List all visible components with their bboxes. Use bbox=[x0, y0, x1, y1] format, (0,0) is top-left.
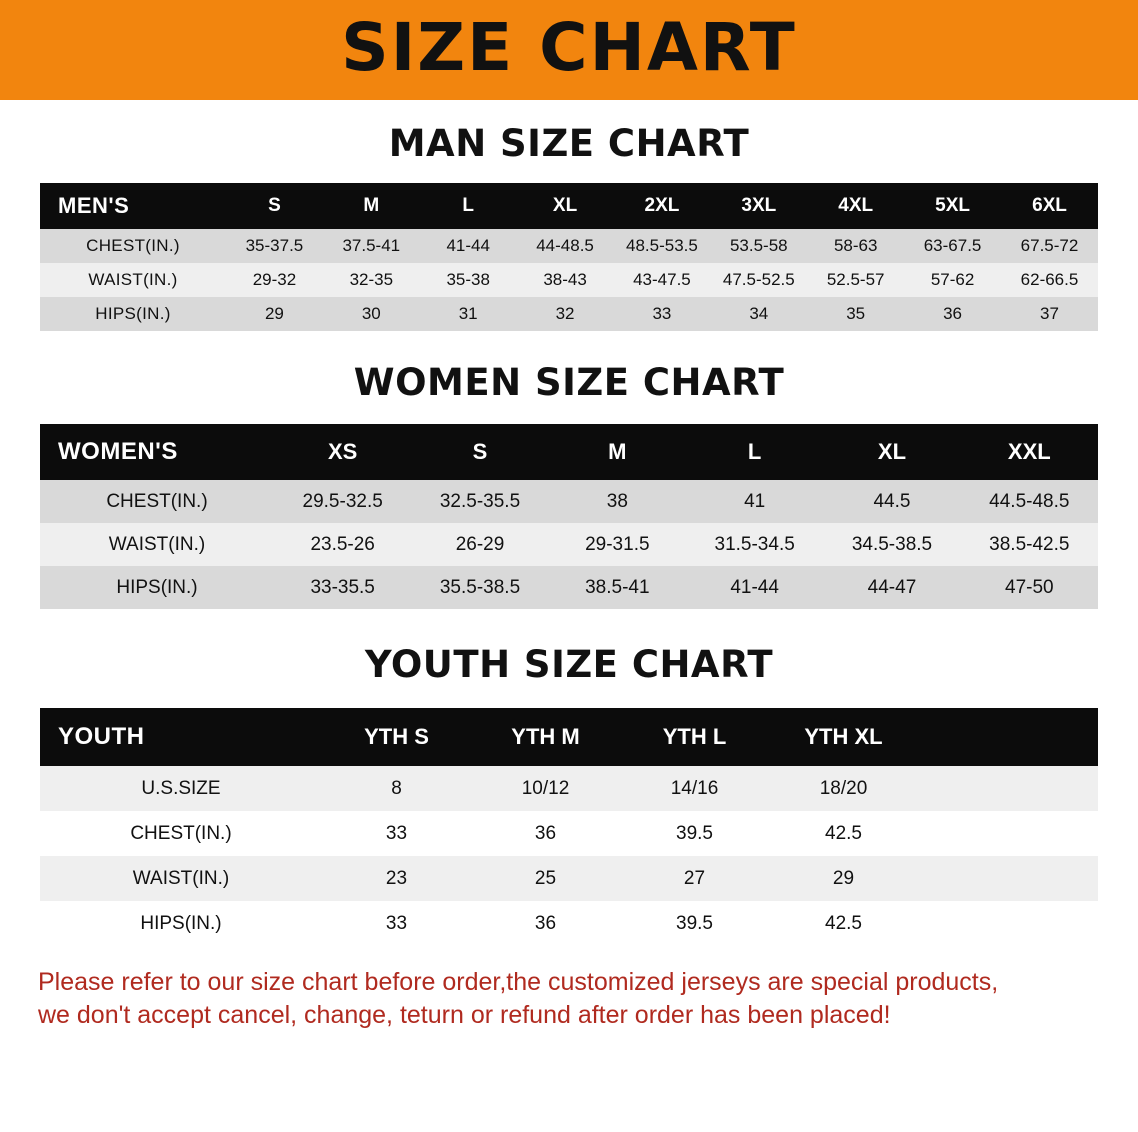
youth-size-header: YTH S bbox=[364, 724, 429, 749]
man-cell: 58-63 bbox=[833, 236, 878, 255]
women-size-header: XL bbox=[877, 439, 907, 464]
women-table-container bbox=[0, 424, 1138, 609]
youth-cell: 33 bbox=[385, 912, 408, 934]
man-size-header: S bbox=[268, 195, 281, 216]
policy-note bbox=[0, 966, 1138, 1032]
youth-size-table bbox=[40, 708, 1098, 946]
man-size-header: L bbox=[462, 195, 474, 216]
man-cell: 31 bbox=[458, 304, 478, 323]
man-cell: 43-47.5 bbox=[633, 270, 691, 289]
table-row bbox=[40, 297, 1098, 331]
table-row bbox=[40, 856, 1098, 901]
women-cell: 26-29 bbox=[455, 533, 505, 555]
man-row-label: HIPS(IN.) bbox=[95, 304, 171, 323]
man-cell: 35-37.5 bbox=[245, 236, 304, 255]
man-cell: 67.5-72 bbox=[1020, 236, 1079, 255]
youth-cell: 23 bbox=[385, 867, 408, 889]
man-cell: 38-43 bbox=[543, 270, 587, 289]
women-table-head bbox=[40, 424, 1098, 480]
women-row-label: CHEST(IN.) bbox=[106, 490, 208, 512]
youth-cell: 39.5 bbox=[676, 912, 713, 934]
man-cell: 32 bbox=[555, 304, 575, 323]
youth-row-label: U.S.SIZE bbox=[141, 777, 221, 799]
man-size-header: 2XL bbox=[644, 195, 680, 216]
man-size-header: 5XL bbox=[935, 195, 970, 216]
man-section-title: MAN SIZE CHART bbox=[388, 122, 750, 165]
table-row bbox=[40, 480, 1098, 523]
man-cell: 53.5-58 bbox=[729, 236, 788, 255]
women-cell: 23.5-26 bbox=[310, 533, 375, 555]
youth-cell: 33 bbox=[385, 822, 408, 844]
man-size-header: M bbox=[363, 195, 380, 216]
youth-header-spacer bbox=[918, 708, 1098, 766]
man-cell: 48.5-53.5 bbox=[626, 236, 698, 255]
banner-title: SIZE CHART bbox=[341, 9, 797, 86]
women-cell: 35.5-38.5 bbox=[439, 576, 521, 598]
women-cell: 29.5-32.5 bbox=[302, 490, 383, 512]
women-size-header: XXL bbox=[1007, 439, 1051, 464]
man-table-body bbox=[40, 229, 1098, 331]
man-cell: 34 bbox=[749, 304, 769, 323]
man-cell: 44-48.5 bbox=[536, 236, 594, 255]
man-cell: 41-44 bbox=[446, 236, 490, 255]
table-row bbox=[40, 901, 1098, 946]
youth-header-label: YOUTH bbox=[58, 723, 145, 750]
women-cell: 41 bbox=[744, 490, 766, 512]
man-cell: 37 bbox=[1040, 304, 1059, 323]
youth-row-label: WAIST(IN.) bbox=[132, 867, 230, 889]
table-row bbox=[40, 229, 1098, 263]
women-section-title: WOMEN SIZE CHART bbox=[353, 361, 785, 404]
man-table-container bbox=[0, 183, 1138, 331]
youth-section-title: YOUTH SIZE CHART bbox=[364, 643, 774, 686]
youth-cell-spacer bbox=[918, 901, 1098, 946]
youth-cell: 25 bbox=[534, 867, 557, 889]
women-cell: 32.5-35.5 bbox=[439, 490, 521, 512]
youth-size-header: YTH L bbox=[662, 724, 727, 749]
women-cell: 29-31.5 bbox=[585, 533, 650, 555]
women-cell: 41-44 bbox=[730, 576, 779, 598]
table-row bbox=[40, 263, 1098, 297]
policy-note-line-1: Please refer to our size chart before order,the customized jerseys are special products, bbox=[38, 968, 999, 996]
women-cell: 44.5 bbox=[873, 490, 911, 512]
women-row-label: WAIST(IN.) bbox=[108, 533, 206, 555]
women-table-body bbox=[40, 480, 1098, 609]
man-cell: 29-32 bbox=[252, 270, 297, 289]
man-cell: 57-62 bbox=[930, 270, 975, 289]
women-size-header: S bbox=[472, 439, 488, 464]
youth-row-label: HIPS(IN.) bbox=[140, 912, 222, 934]
women-size-header: XS bbox=[327, 439, 358, 464]
women-cell: 44-47 bbox=[867, 576, 917, 598]
women-size-header: L bbox=[747, 439, 762, 464]
women-cell: 38.5-41 bbox=[585, 576, 650, 598]
man-cell: 52.5-57 bbox=[826, 270, 885, 289]
youth-cell: 39.5 bbox=[676, 822, 713, 844]
youth-cell: 18/20 bbox=[819, 777, 868, 799]
women-cell: 34.5-38.5 bbox=[851, 533, 933, 555]
youth-cell: 42.5 bbox=[825, 822, 862, 844]
man-size-header: XL bbox=[552, 195, 578, 216]
women-cell: 33-35.5 bbox=[310, 576, 375, 598]
youth-cell: 8 bbox=[391, 777, 402, 799]
table-row bbox=[40, 566, 1098, 609]
youth-cell: 36 bbox=[534, 822, 557, 844]
man-size-table bbox=[40, 183, 1098, 331]
youth-cell-spacer bbox=[918, 766, 1098, 811]
table-row bbox=[40, 523, 1098, 566]
youth-cell: 42.5 bbox=[825, 912, 862, 934]
youth-header-row bbox=[40, 708, 1098, 766]
man-cell: 30 bbox=[361, 304, 381, 323]
man-header-row bbox=[40, 183, 1098, 229]
women-cell: 31.5-34.5 bbox=[714, 533, 795, 555]
women-header-label: WOMEN'S bbox=[58, 438, 178, 465]
man-row-label: WAIST(IN.) bbox=[88, 270, 178, 289]
women-size-table bbox=[40, 424, 1098, 609]
man-row-label: CHEST(IN.) bbox=[86, 236, 180, 255]
youth-cell: 14/16 bbox=[670, 777, 719, 799]
table-row bbox=[40, 811, 1098, 856]
man-cell: 62-66.5 bbox=[1020, 270, 1079, 289]
man-cell: 36 bbox=[943, 304, 963, 323]
women-header-row bbox=[40, 424, 1098, 480]
youth-cell: 29 bbox=[832, 867, 855, 889]
youth-cell: 10/12 bbox=[521, 777, 570, 799]
man-cell: 35 bbox=[846, 304, 866, 323]
man-cell: 32-35 bbox=[349, 270, 394, 289]
youth-cell-spacer bbox=[918, 856, 1098, 901]
women-cell: 38.5-42.5 bbox=[989, 533, 1070, 555]
man-size-header: 6XL bbox=[1032, 195, 1067, 216]
youth-table-head bbox=[40, 708, 1098, 766]
youth-cell: 36 bbox=[534, 912, 557, 934]
women-cell: 38 bbox=[606, 490, 628, 512]
policy-note-line-2: we don't accept cancel, change, teturn or refund after order has been placed! bbox=[38, 1001, 891, 1029]
table-row bbox=[40, 766, 1098, 811]
man-cell: 37.5-41 bbox=[342, 236, 401, 255]
youth-size-header: YTH M bbox=[511, 724, 580, 749]
man-cell: 47.5-52.5 bbox=[722, 270, 795, 289]
youth-table-body bbox=[40, 766, 1098, 946]
youth-row-label: CHEST(IN.) bbox=[130, 822, 232, 844]
man-table-head bbox=[40, 183, 1098, 229]
youth-table-container bbox=[0, 708, 1138, 946]
banner bbox=[0, 0, 1138, 100]
man-cell: 63-67.5 bbox=[923, 236, 982, 255]
youth-size-header: YTH XL bbox=[804, 724, 883, 749]
man-size-header: 4XL bbox=[838, 195, 874, 216]
man-cell: 33 bbox=[652, 304, 672, 323]
women-row-label: HIPS(IN.) bbox=[116, 576, 198, 598]
man-header-label: MEN'S bbox=[58, 193, 130, 218]
women-size-header: M bbox=[608, 439, 627, 464]
women-cell: 47-50 bbox=[1005, 576, 1054, 598]
man-cell: 29 bbox=[264, 304, 284, 323]
youth-cell-spacer bbox=[918, 811, 1098, 856]
man-size-header: 3XL bbox=[741, 195, 777, 216]
women-cell: 44.5-48.5 bbox=[989, 490, 1070, 512]
youth-cell: 27 bbox=[683, 867, 706, 889]
man-cell: 35-38 bbox=[446, 270, 490, 289]
